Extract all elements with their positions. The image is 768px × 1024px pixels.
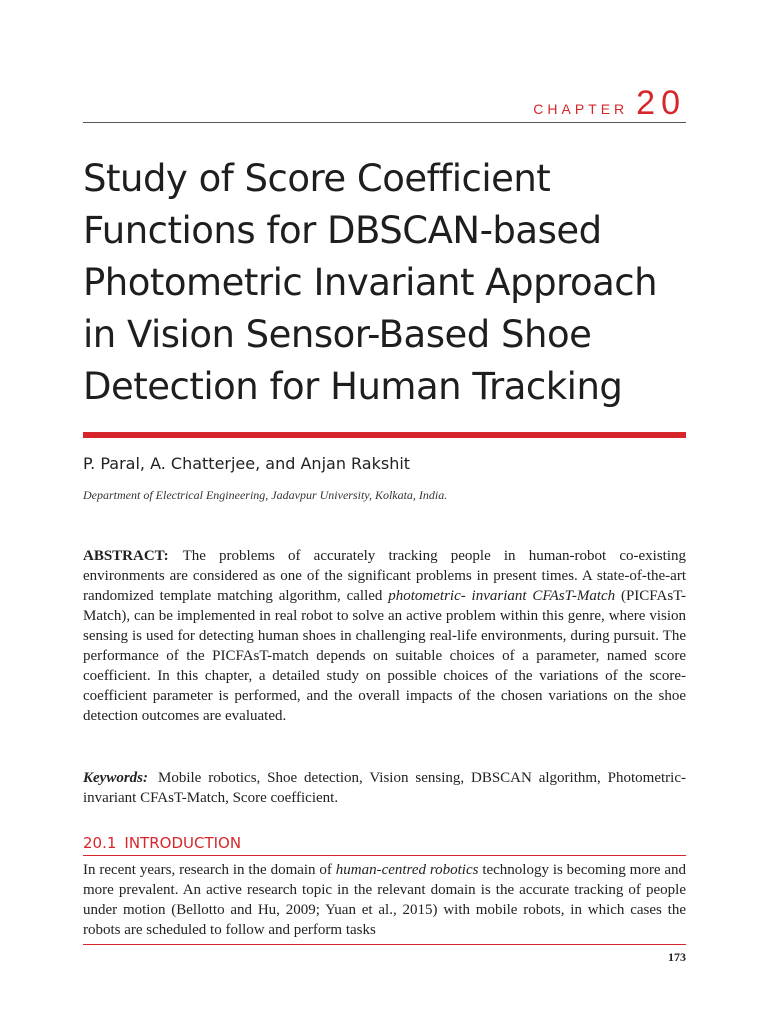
affiliation: Department of Electrical Engineering, Jadavpur University, Kolkata, India. <box>83 488 448 502</box>
abstract-italic: photometric- invariant CFAsT-Match <box>388 588 616 604</box>
abstract-label: ABSTRACT: <box>83 548 169 564</box>
header-rule <box>83 122 686 123</box>
chapter-heading <box>533 86 686 120</box>
keywords <box>83 768 686 808</box>
abstract-text-1: The problems of accurately tracking people in human-robot co-existing environments are considered as one of the significant problems in present times. A state-of-the-art randomized template matching algorithm, called <box>83 548 686 604</box>
intro-text-2: technology is becoming more and more prevalent. An active research topic in the relevant domain is the accurate tracking of people under motion (Bellotto and Hu, 2009; Yuan et al., 2015) with mobile robots, in which cases the robots are scheduled to follow and perform tasks <box>83 862 686 938</box>
footer-rule <box>83 944 686 945</box>
abstract <box>83 546 686 726</box>
keywords-text: Mobile robotics, Shoe detection, Vision sensing, DBSCAN algorithm, Photometric-invariant CFAsT-Match, Score coefficient. <box>83 770 686 806</box>
authors: P. Paral, A. Chatterjee, and Anjan Rakshit <box>83 454 411 473</box>
abstract-text-2: (PICFAsT-Match), can be implemented in real robot to solve an active problem within this genre, where vision sensing is used for detecting human shoes in challenging real-life environments, during pursuit. The performance of the PICFAsT-match depends on suitable choices of a parameter, named score coefficient. In this chapter, a detailed study on possible choices of the variations of the score-coefficient parameter is performed, and the overall impacts of the chosen variations on the shoe detection outcomes are evaluated. <box>83 588 686 724</box>
chapter-label: CHAPTER <box>533 101 629 117</box>
intro-italic: human-centred robotics <box>335 862 479 878</box>
section-title: INTRODUCTION <box>124 834 242 852</box>
section-number: 20.1 <box>83 834 117 852</box>
chapter-title: Study of Score Coefficient Functions for DBSCAN-based Photometric Invariant Approach in Vision Sensor-Based Shoe Detection for Human Tracking <box>83 157 658 408</box>
section-heading <box>83 834 686 856</box>
intro-paragraph <box>83 860 686 940</box>
intro-text-1: In recent years, research in the domain of <box>83 862 336 878</box>
page-number: 173 <box>668 950 686 964</box>
keywords-label: Keywords: <box>83 770 148 786</box>
title-rule <box>83 432 686 438</box>
chapter-number: 20 <box>636 84 686 122</box>
